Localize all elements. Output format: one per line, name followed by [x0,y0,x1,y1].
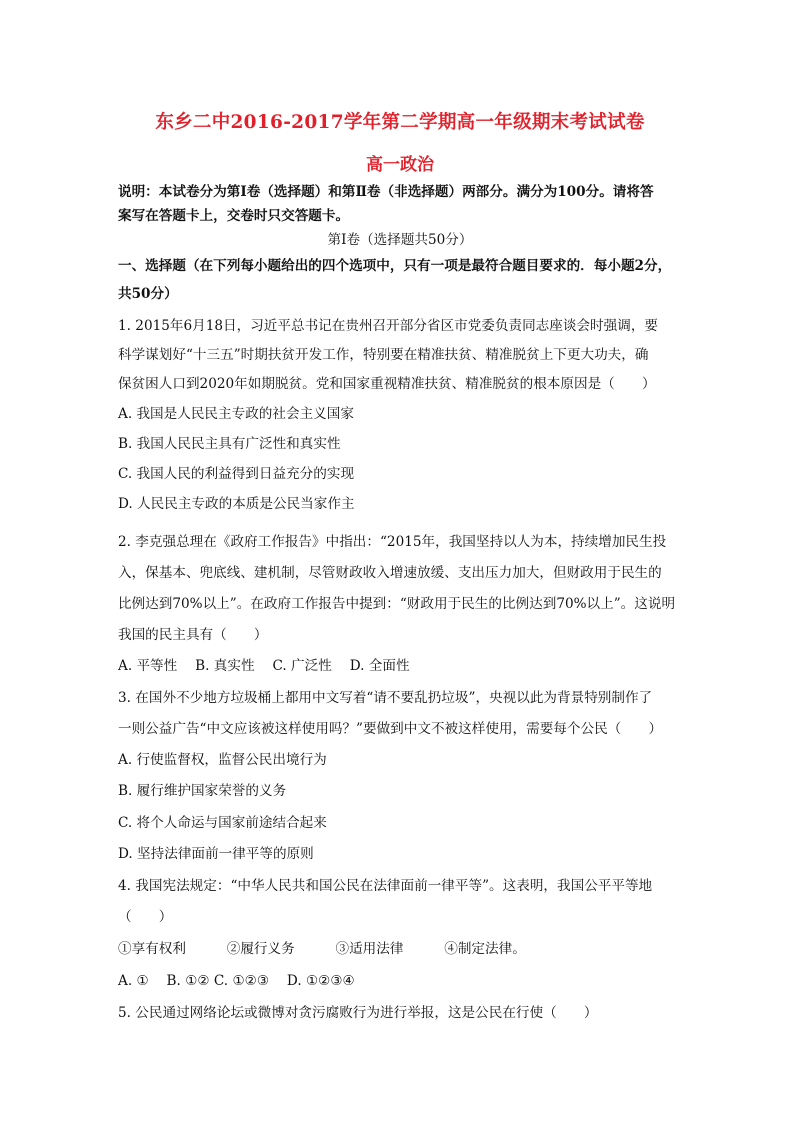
q3-stem-line-2: 一则公益广告“中文应该被这样使用吗？”要做到中文不被这样使用，需要每个公民（ ） [118,721,663,737]
q4-items: ①享有权利 ②履行义务 ③适用法律 ④制定法律。 [118,941,526,957]
q1-option-c: C. 我国人民的利益得到日益充分的实现 [118,466,355,482]
q4-stem-line-2: （ ） [118,909,173,925]
q1-option-a: A. 我国是人民民主专政的社会主义国家 [118,406,354,422]
q3-option-c: C. 将个人命运与国家前途结合起来 [118,815,327,831]
q4-options: A. ① B. ①② C. ①②③ D. ①②③④ [118,973,355,989]
instructions-line-2: 案写在答题卡上，交卷时只交答题卡。 [118,208,350,224]
q3-stem-line-1: 3. 在国外不少地方垃圾桶上都用中文写着“请不要乱扔垃圾”，央视以此为背景特别制作了 [118,690,653,706]
q1-stem-line-1: 1. 2015年6月18日，习近平总书记在贵州召开部分省区市党委负责同志座谈会时强调，要 [118,318,659,334]
q4-stem-line-1: 4. 我国宪法规定：“中华人民共和国公民在法律面前一律平等”。这表明，我国公平平等地 [118,878,653,894]
q2-stem-line-1: 2. 李克强总理在《政府工作报告》中指出：“2015年，我国坚持以人为本，持续增加民生投 [118,534,667,550]
section-title: 第Ⅰ卷（选择题共50分） [327,232,473,248]
q1-option-d: D. 人民民主专政的本质是公民当家作主 [118,496,355,512]
q3-option-d: D. 坚持法律面前一律平等的原则 [118,846,314,862]
part-heading-line-1: 一、选择题（在下列每小题给出的四个选项中，只有一项是最符合题目要求的．每小题2分， [118,258,672,274]
q1-stem-line-2: 科学谋划好“十三五”时期扶贫开发工作，特别要在精准扶贫、精准脱贫上下更大功夫，确 [118,347,649,363]
q3-option-b: B. 履行维护国家荣誉的义务 [118,783,287,799]
q2-stem-line-2: 入，保基本、兜底线、建机制，尽管财政收入增速放缓、支出压力加大，但财政用于民生的 [118,565,662,581]
q2-options: A. 平等性 B. 真实性 C. 广泛性 D. 全面性 [118,658,410,674]
q2-stem-line-4: 我国的民主具有（ ） [118,627,268,643]
instructions-line-1: 说明：本试卷分为第Ⅰ卷（选择题）和第Ⅱ卷（非选择题）两部分。满分为100分。请将答 [118,184,654,200]
q1-stem-line-3: 保贫困人口到2020年如期脱贫。党和国家重视精准扶贫、精准脱贫的根本原因是（ ） [118,376,656,392]
exam-title: 东乡二中2016-2017学年第二学期高一年级期末考试试卷 [155,112,645,133]
part-heading-line-2: 共50分） [118,286,178,302]
q3-option-a: A. 行使监督权，监督公民出境行为 [118,752,327,768]
q5-stem-line-1: 5. 公民通过网络论坛或微博对贪污腐败行为进行举报，这是公民在行使（ ） [118,1005,598,1021]
q2-stem-line-3: 比例达到70%以上”。在政府工作报告中提到：“财政用于民生的比例达到70%以上”。这说明 [118,596,676,612]
q1-option-b: B. 我国人民民主具有广泛性和真实性 [118,436,341,452]
exam-subject: 高一政治 [366,155,434,175]
